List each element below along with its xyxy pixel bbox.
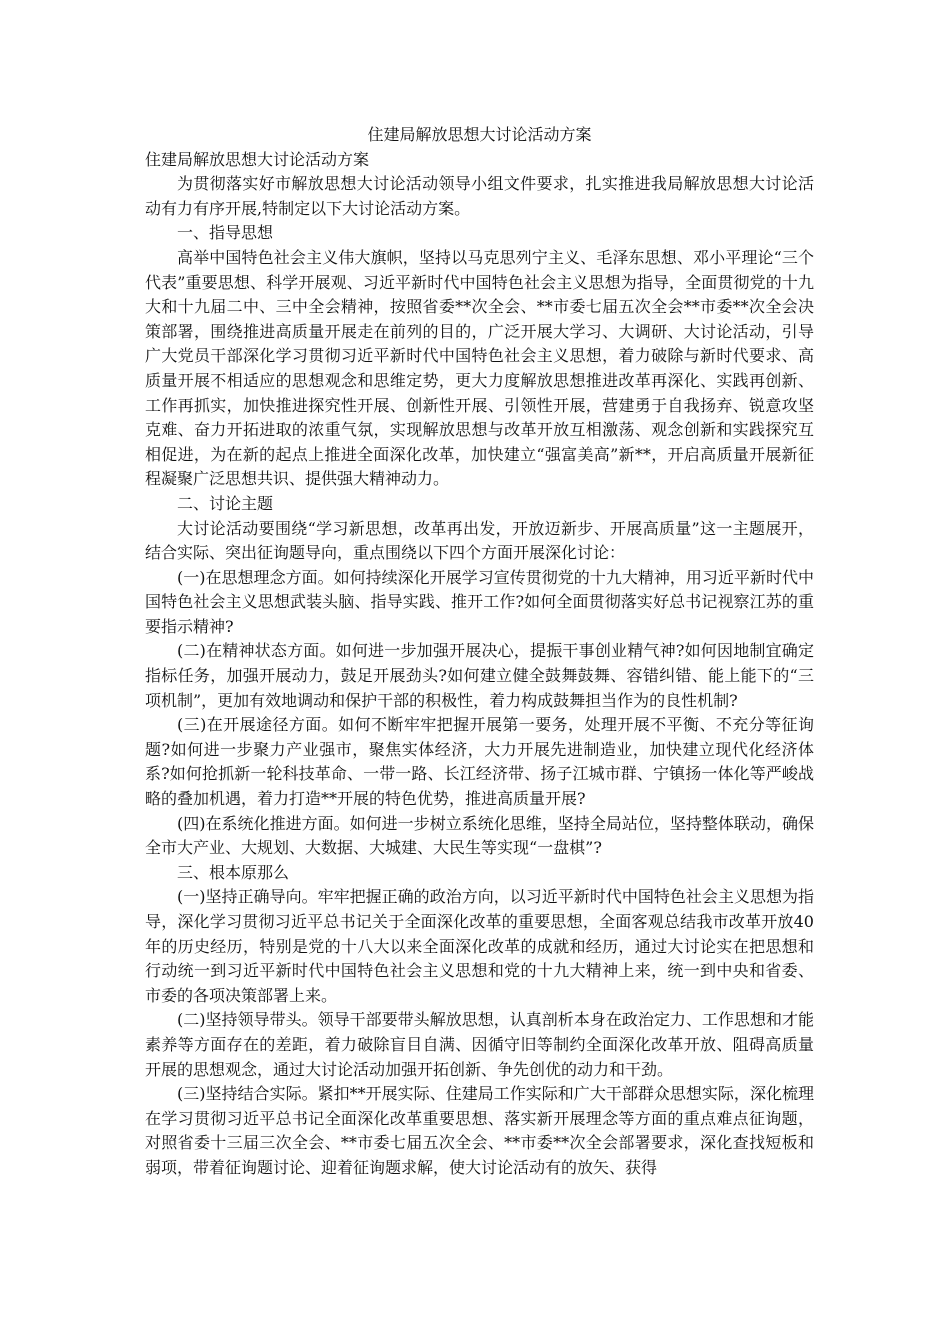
principle-item-1: (一)坚持正确导向。牢牢把握正确的政治方向，以习近平新时代中国特色社会主义思想为指导，深化学习贯彻习近平总书记关于全面深化改革的重要思想，全面客观总结我市改革开放40年的历史经历，特别是党的十八大以来全面深化改革的成就和经历，通过大讨论实在把思想和行动统一到习近平新时代中国特色社会主义思想和党的十九大精神上来，统一到中央和省委、市委的各项决策部署上来。 [145, 887, 814, 1005]
guiding-thought-paragraph: 高举中国特色社会主义伟大旗帜，坚持以马克思列宁主义、毛泽东思想、邓小平理论“三个代表”重要思想、科学开展观、习近平新时代中国特色社会主义思想为指导，全面贯彻党的十九大和十九届二中、三中全会精神，按照省委**次全会、**市委七届五次全会**市委**次全会决策部署，围绕推进高质量开展走在前列的目的，广泛开展大学习、大调研、大讨论活动，引导广大党员干部深化学习贯彻习近平新时代中国特色社会主义思想，着力破除与新时代要求、高质量开展不相适应的思想观念和思维定势，更大力度解放思想推进改革再深化、实践再创新、工作再抓实，加快推进探究性开展、创新性开展、引领性开展，营建勇于自我扬弃、锐意攻坚克难、奋力开拓进取的浓重气氛，实现解放思想与改革开放互相激荡、观念创新和实践探究互相促进，为在新的起点上推进全面深化改革，加快建立“强富美高”新**，开启高质量开展新征程凝聚广泛思想共识、提供强大精神动力。 [145, 247, 814, 489]
intro-paragraph: 为贯彻落实好市解放思想大讨论活动领导小组文件要求，扎实推进我局解放思想大讨论活动有力有序开展,特制定以下大讨论活动方案。 [145, 174, 814, 218]
document-subtitle: 住建局解放思想大讨论活动方案 [145, 149, 370, 169]
principle-item-3: (三)坚持结合实际。紧扣**开展实际、住建局工作实际和广大干部群众思想实际，深化梳理在学习贯彻习近平总书记全面深化改革重要思想、落实新开展理念等方面的重点难点征询题，对照省委十三届三次全会、**市委七届五次全会、**市委**次全会部署要求，深化查找短板和弱项，带着征询题讨论、迎着征询题求解，使大讨论活动有的放矢、获得 [145, 1084, 814, 1177]
document-title: 住建局解放思想大讨论活动方案 [367, 125, 592, 144]
document-page [145, 123, 814, 1181]
theme-item-2: (二)在精神状态方面。如何进一步加强开展决心，提振干事创业精气神?如何因地制宜确定指标任务，加强开展动力，鼓足开展劲头?如何建立健全鼓舞鼓舞、容错纠错、能上能下的“三项机制”，更加有效地调动和保护干部的积极性，着力构成鼓舞担当作为的良性机制? [145, 641, 814, 710]
discussion-theme-paragraph: 大讨论活动要围绕“学习新思想，改革再出发，开放迈新步、开展高质量”这一主题展开，结合实际、突出征询题导向，重点围绕以下四个方面开展深化讨论： [145, 518, 814, 563]
theme-item-3: (三)在开展途径方面。如何不断牢牢把握开展第一要务，处理开展不平衡、不充分等征询题?如何进一步聚力产业强市，聚焦实体经济，大力开展先进制造业，加快建立现代化经济体系?如何抢抓新一轮科技革命、一带一路、长江经济带、扬子江城市群、宁镇扬一体化等严峻战略的叠加机遇，着力打造**开展的特色优势，推进高质量开展? [145, 715, 814, 809]
theme-item-1: (一)在思想理念方面。如何持续深化开展学习宣传贯彻党的十九大精神，用习近平新时代中国特色社会主义思想武装头脑、指导实践、推开工作?如何全面贯彻落实好总书记视察江苏的重要指示精神? [145, 567, 814, 636]
section-heading-guiding-thought: 一、指导思想 [177, 223, 274, 243]
section-heading-discussion-theme: 二、讨论主题 [177, 493, 274, 513]
principle-item-2: (二)坚持领导带头。领导干部要带头解放思想，认真剖析本身在政治定力、工作思想和才能素养等方面存在的差距，着力破除盲目自满、因循守旧等制约全面深化改革开放、阻碍高质量开展的思想观念，通过大讨论活动加强开拓创新、争先创优的动力和干劲。 [145, 1010, 814, 1079]
section-heading-principles: 三、根本原那么 [177, 862, 290, 882]
theme-item-4: (四)在系统化推进方面。如何进一步树立系统化思维，坚持全局站位，坚持整体联动，确保全市大产业、大规划、大数据、大城建、大民生等实现“一盘棋”? [145, 813, 814, 858]
